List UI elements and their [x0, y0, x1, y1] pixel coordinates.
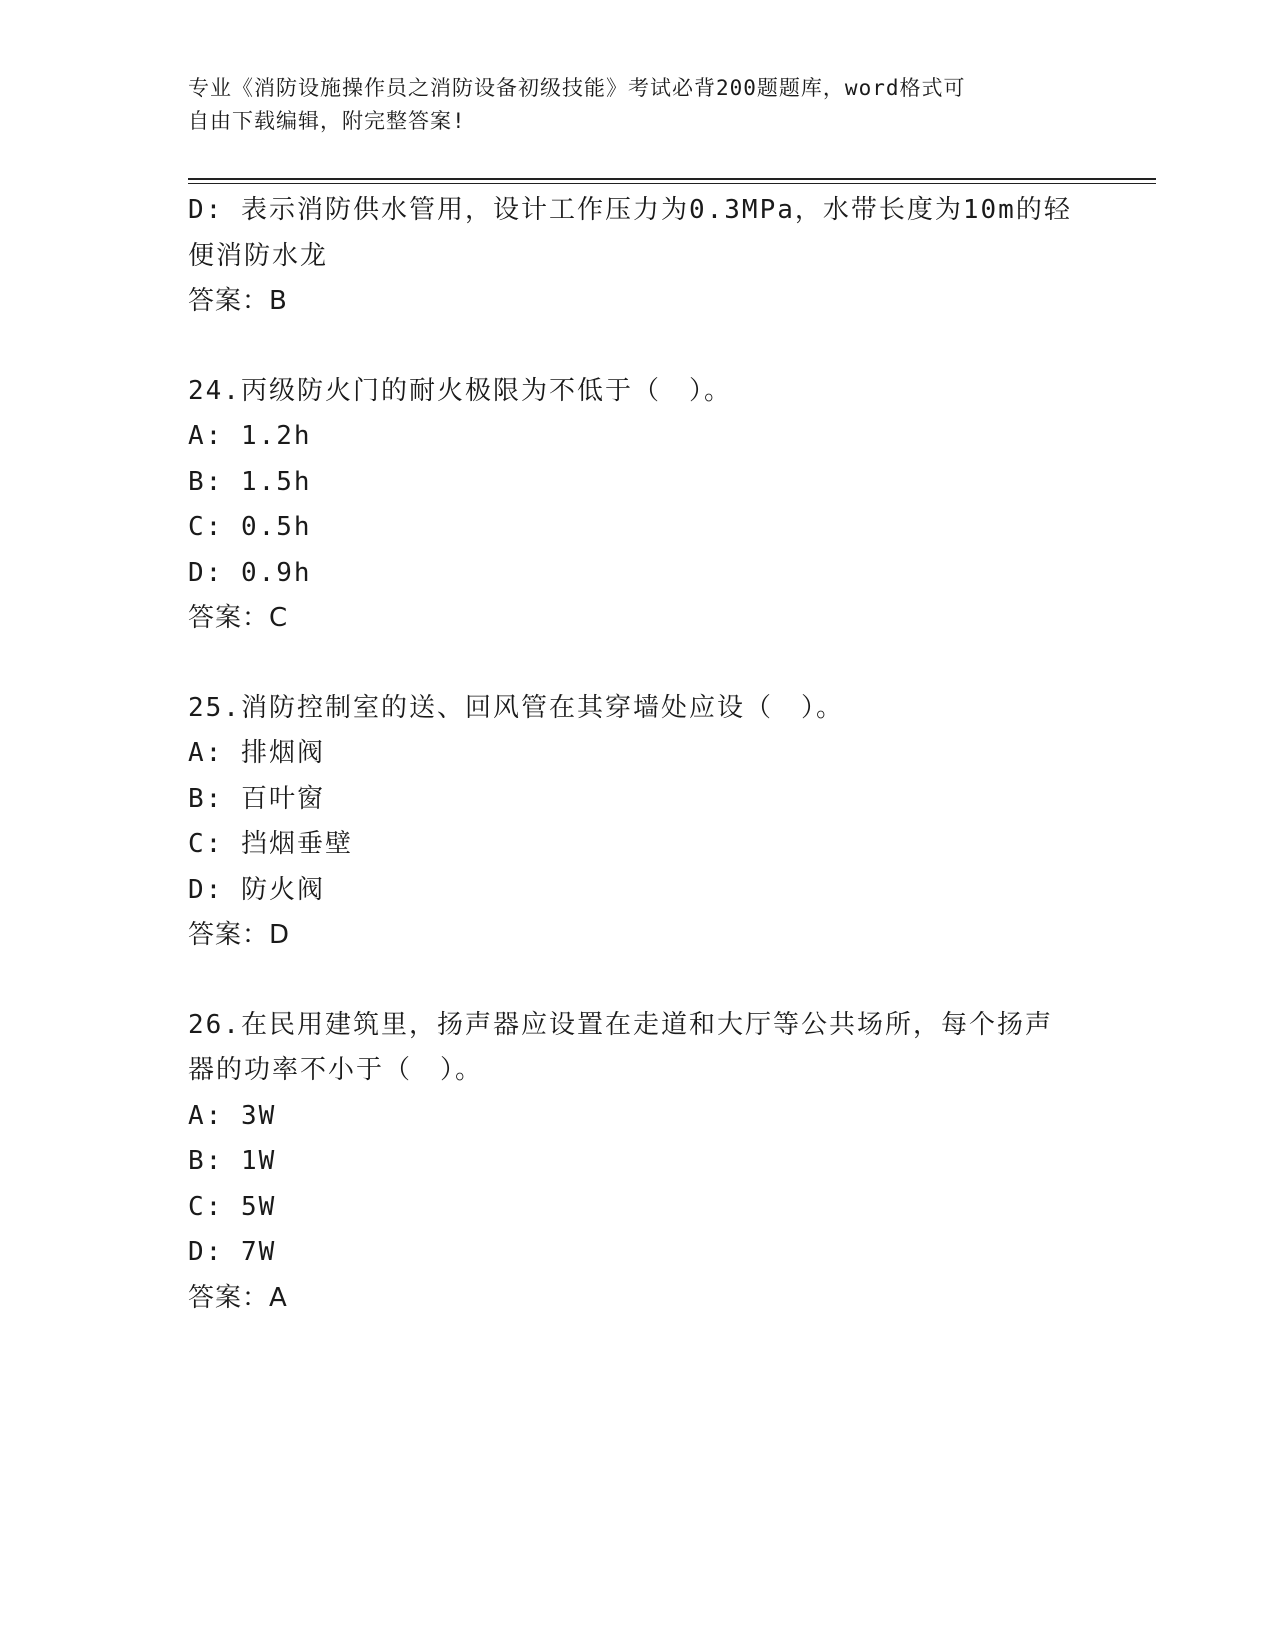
- header-title-line-2: 自由下载编辑，附完整答案!: [188, 109, 466, 133]
- option-d: D: 表示消防供水管用，设计工作压力为0.3MPa，水带长度为10m的轻: [188, 195, 1072, 225]
- question-stem: 24.丙级防火门的耐火极限为不低于（ ）。: [188, 375, 732, 406]
- question-24: [188, 369, 1088, 642]
- answer: 答案：D: [188, 920, 291, 950]
- question-stem: 26.在民用建筑里，扬声器应设置在走道和大厅等公共场所，每个扬声: [188, 1009, 1053, 1040]
- header-divider-thick: [188, 178, 1156, 180]
- option-a: A: 1.2h: [188, 421, 312, 451]
- spacer: [188, 959, 1088, 1003]
- question-stem-continued: 器的功率不小于（ ）。: [188, 1055, 484, 1085]
- spacer: [188, 325, 1088, 369]
- option-d: D: 7W: [188, 1237, 277, 1267]
- option-a: A: 排烟阀: [188, 738, 325, 768]
- question-25: [188, 686, 1088, 959]
- question-list: [188, 188, 1088, 1321]
- document-header: [188, 72, 1088, 138]
- answer: 答案：C: [188, 603, 289, 633]
- option-d-continued: 便消防水龙: [188, 240, 329, 271]
- header-divider-thin: [188, 183, 1156, 184]
- header-title-line-1: 专业《消防设施操作员之消防设备初级技能》考试必背200题题库，word格式可: [188, 76, 966, 100]
- option-d: D: 0.9h: [188, 557, 312, 588]
- question-26: [188, 1003, 1088, 1322]
- option-b: B: 1W: [188, 1146, 277, 1176]
- option-b: B: 百叶窗: [188, 783, 325, 814]
- option-b: B: 1.5h: [188, 466, 312, 497]
- question-stem: 25.消防控制室的送、回风管在其穿墙处应设（ ）。: [188, 692, 844, 723]
- answer: 答案：A: [188, 1282, 288, 1313]
- option-c: C: 5W: [188, 1191, 277, 1222]
- answer: 答案：B: [188, 286, 288, 316]
- spacer: [188, 642, 1088, 686]
- option-c: C: 0.5h: [188, 512, 312, 542]
- option-c: C: 挡烟垂壁: [188, 829, 353, 859]
- question-23-tail: [188, 188, 1088, 325]
- option-d: D: 防火阀: [188, 874, 325, 905]
- option-a: A: 3W: [188, 1100, 277, 1131]
